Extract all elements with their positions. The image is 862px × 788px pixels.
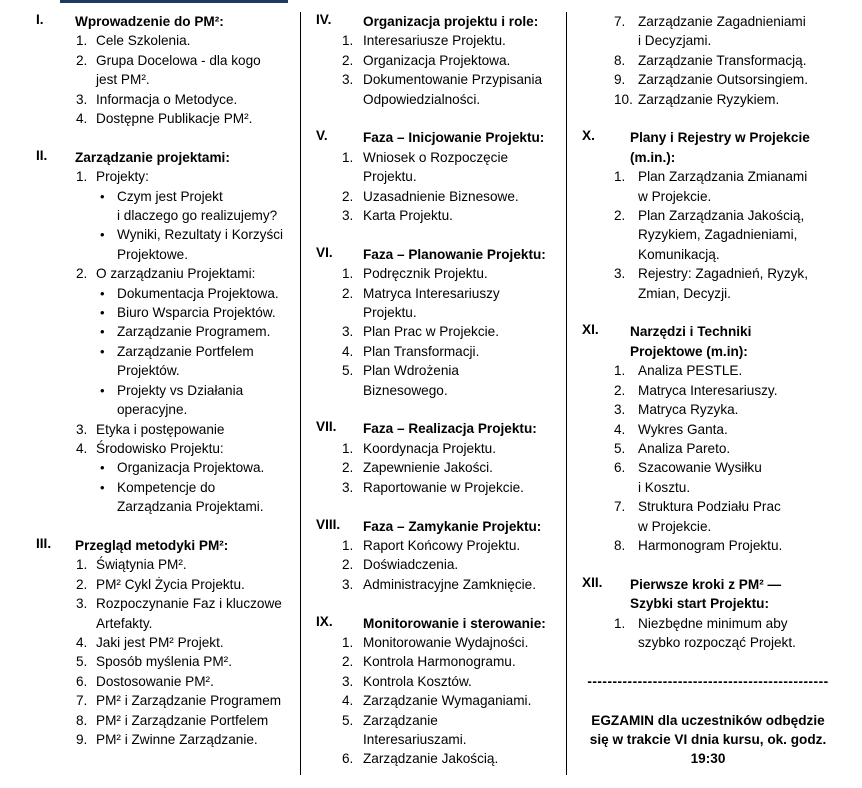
item-number: 6. — [76, 673, 88, 689]
item-number: 1. — [342, 537, 354, 553]
list-item — [578, 70, 838, 89]
item-text: Zarządzanie Outsorsingiem. — [638, 72, 808, 88]
section-number: V. — [316, 128, 328, 144]
list-item — [312, 575, 564, 594]
item-text: jest PM². — [96, 72, 150, 88]
item-text: Świątynia PM². — [96, 557, 187, 573]
column-2 — [312, 12, 564, 788]
section-title-continued: Szybki start Projektu: — [630, 596, 769, 612]
item-text: i Kosztu. — [638, 479, 691, 495]
list-item — [36, 167, 298, 186]
list-item — [312, 536, 564, 555]
item-number: 7. — [76, 693, 88, 709]
item-text: Plan Prac w Projekcie. — [363, 324, 499, 340]
item-text: Artefakty. — [96, 615, 153, 631]
item-text: Doświadczenia. — [363, 557, 459, 573]
section — [312, 517, 564, 595]
bullet-text: Czym jest Projekt — [117, 188, 223, 204]
item-number: 4. — [614, 421, 626, 437]
section — [578, 322, 838, 555]
item-text: Zarządzanie Transformacją. — [638, 52, 807, 68]
section-title-continued: Projektowe (m.in): — [630, 343, 748, 359]
item-text: i Decyzjami. — [638, 33, 712, 49]
section-number: X. — [582, 128, 595, 144]
item-number: 7. — [614, 499, 626, 515]
item-number: 8. — [614, 537, 626, 553]
spacer — [578, 652, 838, 671]
list-item — [36, 109, 298, 128]
item-text: Projektu. — [363, 305, 417, 321]
item-text: Cele Szkolenia. — [96, 33, 191, 49]
section-title: Faza – Inicjowanie Projektu: — [363, 130, 545, 146]
item-text: Dokumentowanie Przypisania — [363, 72, 543, 88]
spacer — [578, 691, 838, 710]
spacer — [312, 594, 564, 613]
section-title: Wprowadzenie do PM²: — [75, 14, 224, 29]
bullet-item — [36, 381, 298, 420]
item-number: 2. — [342, 460, 354, 476]
section-number: IX. — [316, 613, 333, 629]
list-item — [36, 575, 298, 594]
item-number: 1. — [614, 363, 626, 379]
section-title: Faza – Planowanie Projektu: — [363, 246, 546, 262]
item-number: 1. — [614, 615, 626, 631]
item-number: 3. — [76, 91, 88, 107]
item-number: 6. — [342, 751, 354, 767]
item-text: Matryca Interesariuszy — [363, 285, 500, 301]
list-item — [312, 478, 564, 497]
item-text: Niezbędne minimum aby — [638, 615, 788, 631]
item-number: 1. — [614, 169, 626, 185]
list-item — [578, 12, 838, 51]
list-item — [36, 691, 298, 710]
bullet-dot: • — [100, 324, 105, 340]
spacer — [312, 225, 564, 244]
item-text: Administracyjne Zamknięcie. — [363, 576, 537, 592]
item-number: 3. — [342, 479, 354, 495]
item-text: Plan Wdrożenia — [363, 363, 459, 379]
item-text: Rozpoczynanie Faz i kluczowe — [96, 596, 282, 612]
list-item — [578, 614, 838, 653]
item-text: Raportowanie w Projekcie. — [363, 479, 524, 495]
bullet-text: Organizacja Projektowa. — [117, 460, 265, 476]
column-1 — [36, 12, 298, 769]
bullet-item — [36, 187, 298, 226]
bullet-item — [36, 478, 298, 517]
section-number: VII. — [316, 419, 337, 435]
spacer — [36, 749, 298, 768]
item-number: 10. — [614, 91, 633, 107]
spacer — [36, 517, 298, 536]
list-item — [312, 51, 564, 70]
item-text: Komunikacją. — [638, 246, 720, 262]
list-item — [312, 264, 564, 283]
spacer — [312, 109, 564, 128]
bullet-dot: • — [100, 188, 105, 204]
list-item — [312, 633, 564, 652]
item-text: Organizacja Projektowa. — [363, 52, 511, 68]
bullet-dot: • — [100, 382, 105, 398]
item-text: O zarządzaniu Projektami: — [96, 266, 256, 282]
list-item — [36, 439, 298, 458]
exam-note-line: 19:30 — [690, 751, 726, 767]
item-text: Biznesowego. — [363, 382, 448, 398]
item-number: 3. — [614, 266, 626, 282]
section — [312, 614, 564, 769]
exam-note-line: EGZAMIN dla uczestników odbędzie — [591, 712, 825, 728]
section-title: Plany i Rejestry w Projekcie — [630, 130, 810, 146]
section-number: I. — [36, 12, 44, 27]
bullet-item — [36, 303, 298, 322]
item-number: 3. — [342, 673, 354, 689]
list-item — [578, 420, 838, 439]
item-text: Zarządzanie — [363, 712, 438, 728]
item-number: 5. — [342, 712, 354, 728]
item-text: Raport Końcowy Projektu. — [363, 537, 521, 553]
list-item — [312, 711, 564, 750]
item-number: 4. — [76, 634, 88, 650]
item-text: Szacowanie Wysiłku — [638, 460, 762, 476]
list-item — [36, 711, 298, 730]
bullet-text: Zarządzanie Programem. — [117, 324, 271, 340]
section — [312, 245, 564, 400]
list-item — [312, 691, 564, 710]
item-text: Harmonogram Projektu. — [638, 537, 783, 553]
section-number: II. — [36, 147, 48, 163]
list-item — [312, 342, 564, 361]
section-title: Przegląd metodyki PM²: — [75, 537, 229, 553]
item-text: Odpowiedzialności. — [363, 91, 481, 107]
bullet-item — [36, 322, 298, 341]
list-item — [578, 400, 838, 419]
section — [36, 148, 298, 517]
bullet-text: Projektowe. — [117, 246, 189, 262]
item-text: Kontrola Harmonogramu. — [363, 654, 516, 670]
bullet-dot: • — [100, 460, 105, 476]
bullet-item — [36, 342, 298, 381]
list-item — [36, 31, 298, 50]
bullet-text: Wyniki, Rezultaty i Korzyści — [117, 227, 284, 243]
item-text: szybko rozpocząć Projekt. — [638, 634, 796, 650]
item-number: 1. — [76, 33, 88, 49]
bullet-text: i dlaczego go realizujemy? — [117, 208, 278, 224]
spacer — [578, 303, 838, 322]
item-text: Interesariusze Projektu. — [363, 33, 506, 49]
item-text: Zarządzanie Ryzykiem. — [638, 91, 780, 107]
list-item — [312, 672, 564, 691]
bullet-text: Projektów. — [117, 363, 180, 379]
item-text: Monitorowanie Wydajności. — [363, 634, 529, 650]
list-item — [312, 31, 564, 50]
list-item — [36, 730, 298, 749]
list-item — [312, 749, 564, 768]
item-text: Kontrola Kosztów. — [363, 673, 472, 689]
section-title: Zarządzanie projektami: — [75, 149, 230, 165]
list-item — [312, 555, 564, 574]
list-item — [578, 536, 838, 555]
section-number: VIII. — [316, 516, 341, 532]
item-number: 2. — [342, 52, 354, 68]
list-item — [312, 361, 564, 400]
bullet-text: Dokumentacja Projektowa. — [117, 285, 279, 301]
section-number: XII. — [582, 574, 603, 590]
item-number: 3. — [76, 596, 88, 612]
item-number: 2. — [614, 208, 626, 224]
bullet-text: Projekty vs Działania — [117, 382, 244, 398]
item-text: Matryca Interesariuszy. — [638, 382, 778, 398]
list-item — [578, 90, 838, 109]
list-item — [578, 458, 838, 497]
spacer — [312, 769, 564, 788]
item-number: 2. — [342, 188, 354, 204]
list-item — [36, 51, 298, 90]
section — [36, 536, 298, 749]
item-number: 9. — [614, 72, 626, 88]
list-item — [312, 206, 564, 225]
item-number: 2. — [76, 266, 88, 282]
item-text: Etyka i postępowanie — [96, 421, 225, 437]
item-number: 3. — [342, 324, 354, 340]
list-item — [312, 70, 564, 109]
list-item — [36, 264, 298, 283]
item-number: 3. — [614, 402, 626, 418]
list-item — [36, 90, 298, 109]
list-item — [578, 439, 838, 458]
list-item — [578, 361, 838, 380]
spacer — [578, 555, 838, 574]
item-number: 5. — [342, 363, 354, 379]
section-number: XI. — [582, 322, 599, 338]
separator-line: ------------------------------------------------ — [587, 673, 829, 689]
list-item — [312, 652, 564, 671]
exam-note-line: się w trakcie VI dnia kursu, ok. godz. — [589, 731, 827, 747]
item-text: Jaki jest PM² Projekt. — [96, 634, 224, 650]
item-number: 2. — [342, 654, 354, 670]
item-number: 1. — [342, 634, 354, 650]
item-number: 2. — [342, 285, 354, 301]
list-item — [578, 497, 838, 536]
list-item — [312, 322, 564, 341]
section — [36, 12, 298, 128]
item-text: Uzasadnienie Biznesowe. — [363, 188, 519, 204]
section — [312, 12, 564, 109]
item-number: 3. — [342, 72, 354, 88]
item-text: Dostosowanie PM². — [96, 673, 214, 689]
item-text: Wykres Ganta. — [638, 421, 728, 437]
bullet-dot: • — [100, 479, 105, 495]
item-text: Plan Zarządzania Zmianami — [638, 169, 808, 185]
item-number: 4. — [76, 440, 88, 456]
item-text: Analiza PESTLE. — [638, 363, 743, 379]
section-number: IV. — [316, 12, 332, 27]
top-accent-bar — [60, 0, 288, 3]
spacer — [36, 128, 298, 147]
bullet-text: Kompetencje do — [117, 479, 216, 495]
item-number: 4. — [76, 111, 88, 127]
spacer — [578, 109, 838, 128]
list-item — [578, 206, 838, 264]
item-text: Grupa Docelowa - dla kogo — [96, 52, 261, 68]
item-text: Plan Zarządzania Jakością, — [638, 208, 805, 224]
item-number: 1. — [342, 149, 354, 165]
bullet-dot: • — [100, 285, 105, 301]
section — [578, 575, 838, 653]
item-number: 1. — [76, 169, 88, 185]
item-text: Karta Projektu. — [363, 208, 453, 224]
item-text: Struktura Podziału Prac — [638, 499, 781, 515]
bullet-item — [36, 225, 298, 264]
column-3 — [578, 12, 838, 769]
item-text: Zmian, Decyzji. — [638, 285, 731, 301]
item-text: PM² i Zarządzanie Programem — [96, 693, 282, 709]
item-text: Środowisko Projektu: — [96, 440, 224, 456]
item-text: PM² i Zarządzanie Portfelem — [96, 712, 269, 728]
item-number: 4. — [342, 693, 354, 709]
spacer — [312, 497, 564, 516]
list-item — [578, 167, 838, 206]
item-text: Podręcznik Projektu. — [363, 266, 488, 282]
item-number: 2. — [342, 557, 354, 573]
item-text: PM² i Zwinne Zarządzanie. — [96, 732, 258, 747]
item-text: Zarządzanie Wymaganiami. — [363, 693, 532, 709]
item-text: Ryzykiem, Zagadnieniami, — [638, 227, 798, 243]
section-title: Pierwsze kroki z PM² — — [630, 576, 782, 592]
bullet-item — [36, 458, 298, 477]
item-number: 7. — [614, 14, 626, 29]
list-item — [36, 420, 298, 439]
section — [578, 128, 838, 303]
list-item — [312, 284, 564, 323]
list-item — [312, 439, 564, 458]
item-text: w Projekcie. — [638, 518, 712, 534]
item-number: 3. — [342, 576, 354, 592]
item-number: 8. — [76, 712, 88, 728]
section-number: III. — [36, 535, 52, 551]
section-title: Faza – Zamykanie Projektu: — [363, 518, 542, 534]
item-number: 2. — [614, 382, 626, 398]
bullet-text: Zarządzania Projektami. — [117, 499, 264, 515]
column-divider-left — [300, 12, 301, 775]
spacer — [312, 400, 564, 419]
section-title: Monitorowanie i sterowanie: — [363, 615, 546, 631]
column-divider-right — [566, 12, 567, 775]
section-title: Faza – Realizacja Projektu: — [363, 421, 537, 437]
item-number: 5. — [76, 654, 88, 670]
item-number: 4. — [342, 343, 354, 359]
item-number: 6. — [614, 460, 626, 476]
section — [312, 128, 564, 225]
item-number: 1. — [342, 33, 354, 49]
item-text: Interesariuszami. — [363, 731, 467, 747]
item-number: 8. — [614, 52, 626, 68]
item-number: 1. — [76, 557, 88, 573]
list-item — [578, 264, 838, 303]
item-number: 5. — [614, 440, 626, 456]
item-number: 3. — [342, 208, 354, 224]
item-text: Zarządzanie Zagadnieniami — [638, 14, 806, 29]
bullet-dot: • — [100, 305, 105, 321]
list-item — [36, 594, 298, 633]
list-item — [312, 458, 564, 477]
item-text: PM² Cykl Życia Projektu. — [96, 576, 245, 592]
item-text: w Projekcie. — [638, 188, 712, 204]
list-item — [312, 187, 564, 206]
section-title: Narzędzi i Techniki — [630, 324, 752, 340]
item-text: Zapewnienie Jakości. — [363, 460, 493, 476]
bullet-text: Biuro Wsparcia Projektów. — [117, 305, 276, 321]
item-text: Informacja o Metodyce. — [96, 91, 238, 107]
item-text: Projekty: — [96, 169, 149, 185]
bullet-dot: • — [100, 227, 105, 243]
item-text: Plan Transformacji. — [363, 343, 480, 359]
list-item — [312, 148, 564, 187]
list-item — [36, 652, 298, 671]
item-text: Rejestry: Zagadnień, Ryzyk, — [638, 266, 808, 282]
bullet-item — [36, 284, 298, 303]
list-item — [36, 672, 298, 691]
item-text: Wniosek o Rozpoczęcie — [363, 149, 509, 165]
item-text: Sposób myślenia PM². — [96, 654, 232, 670]
item-text: Analiza Pareto. — [638, 440, 731, 456]
item-number: 3. — [76, 421, 88, 437]
item-text: Dostępne Publikacje PM². — [96, 111, 253, 127]
list-item — [578, 381, 838, 400]
item-text: Zarządzanie Jakością. — [363, 751, 499, 767]
section-title: Organizacja projektu i role: — [363, 14, 539, 29]
item-text: Koordynacja Projektu. — [363, 440, 496, 456]
item-number: 1. — [342, 266, 354, 282]
list-item — [578, 51, 838, 70]
item-number: 1. — [342, 440, 354, 456]
item-number: 9. — [76, 732, 88, 747]
section-number: VI. — [316, 244, 333, 260]
list-item — [36, 555, 298, 574]
section-title-continued: (m.in.): — [630, 149, 676, 165]
item-text: Matryca Ryzyka. — [638, 402, 739, 418]
section — [312, 419, 564, 497]
item-number: 2. — [76, 576, 88, 592]
bullet-text: operacyjne. — [117, 402, 188, 418]
bullet-dot: • — [100, 343, 105, 359]
item-text: Projektu. — [363, 169, 417, 185]
item-number: 2. — [76, 52, 88, 68]
bullet-text: Zarządzanie Portfelem — [117, 343, 254, 359]
list-item — [36, 633, 298, 652]
